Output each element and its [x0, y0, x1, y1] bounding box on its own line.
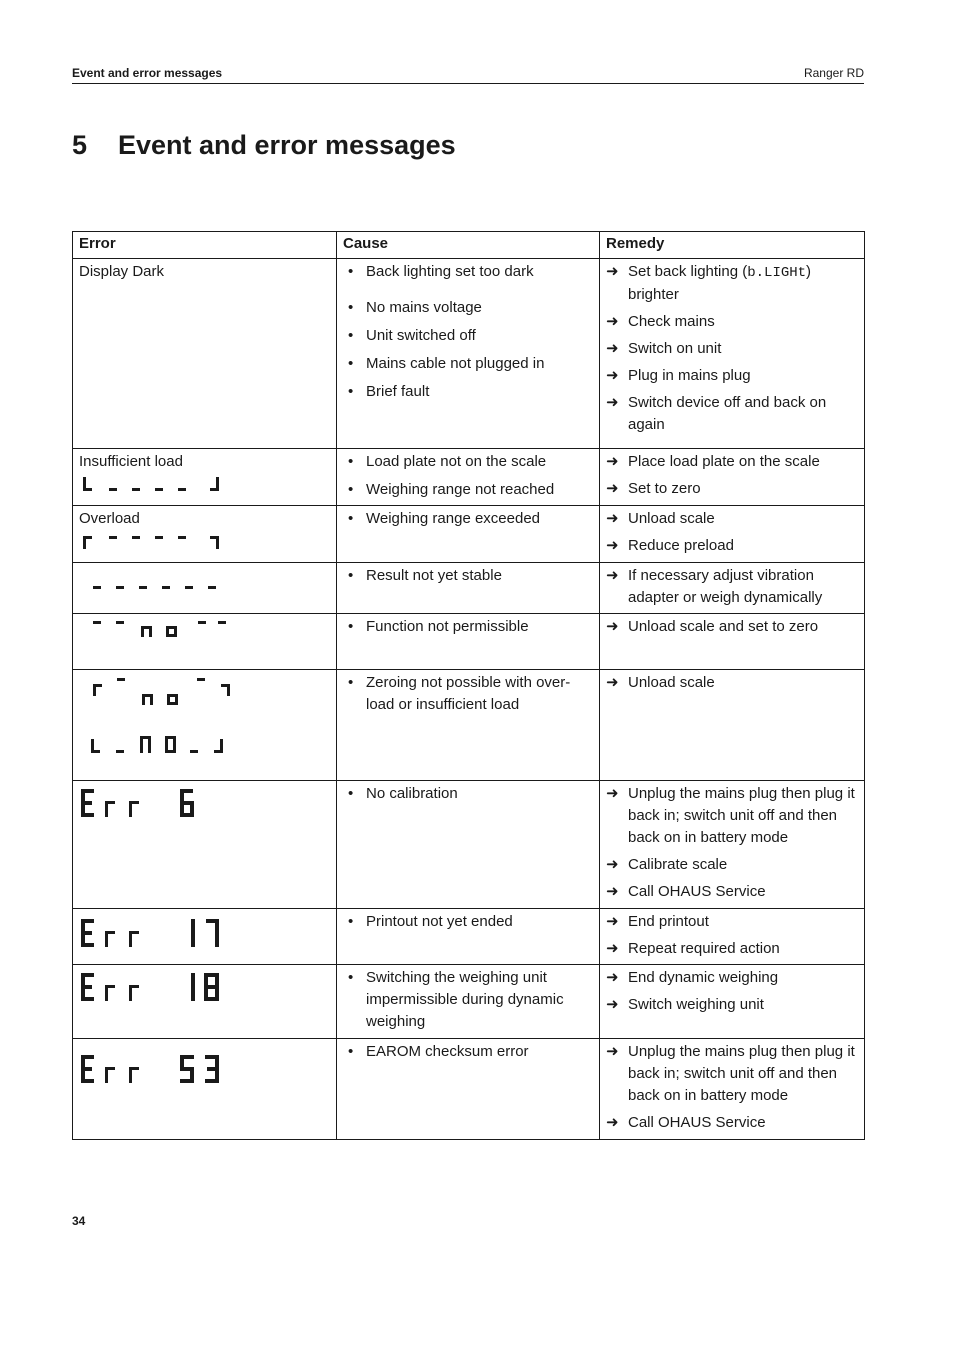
- cause-item: • Switching the weighing unit impermissible during dynamic weighing: [348, 969, 564, 1030]
- cause-item: • Load plate not on the scale: [343, 451, 593, 473]
- error-messages-table: [72, 231, 865, 1140]
- bullet-icon: •: [348, 263, 354, 280]
- cause-cell: [337, 965, 600, 1039]
- error-cell: [73, 965, 337, 1039]
- column-header-error: Error: [73, 232, 337, 259]
- cause-cell: [337, 449, 600, 506]
- right-arrow-icon: ➜: [606, 856, 619, 873]
- remedy-item: ➜ Place load plate on the scale: [606, 451, 858, 473]
- bullet-icon: •: [348, 453, 354, 470]
- remedy-cell: [600, 449, 865, 506]
- right-arrow-icon: ➜: [606, 567, 619, 584]
- table-row: [73, 965, 865, 1039]
- table-row: [73, 563, 865, 614]
- remedy-item: ➜ Repeat required action: [606, 938, 858, 960]
- remedy-cell: [600, 1039, 865, 1140]
- error-cell: [73, 506, 337, 563]
- remedy-item: ➜ Calibrate scale: [606, 854, 858, 876]
- right-arrow-icon: ➜: [606, 340, 619, 357]
- cause-cell: [337, 1039, 600, 1140]
- remedy-cell: [600, 909, 865, 965]
- table-header-row: [73, 232, 865, 259]
- cause-item: • Weighing range exceeded: [343, 508, 593, 530]
- remedy-item: ➜ Switch weighing unit: [606, 994, 858, 1016]
- cause-cell: [337, 614, 600, 670]
- right-arrow-icon: ➜: [606, 537, 619, 554]
- cause-item: • Unit switched off: [343, 325, 593, 347]
- display-err-17: [79, 913, 330, 949]
- bullet-icon: •: [348, 327, 354, 344]
- right-arrow-icon: ➜: [606, 263, 619, 280]
- cause-cell: [337, 259, 600, 449]
- display-err-6: [79, 785, 330, 821]
- right-arrow-icon: ➜: [606, 618, 619, 635]
- cause-item: • No mains voltage: [343, 297, 593, 319]
- remedy-item: ➜ If necessary adjust vibration adapter or weigh dynamically: [606, 567, 823, 606]
- right-arrow-icon: ➜: [606, 674, 619, 691]
- column-header-cause: Cause: [337, 232, 600, 259]
- bullet-icon: •: [348, 299, 354, 316]
- cause-item: • Brief fault: [343, 381, 593, 403]
- bullet-icon: •: [348, 785, 354, 802]
- error-cell: [73, 449, 337, 506]
- error-cell: [73, 1039, 337, 1140]
- right-arrow-icon: ➜: [606, 940, 619, 957]
- right-arrow-icon: ➜: [606, 913, 619, 930]
- table-row: [73, 506, 865, 563]
- error-text: Display Dark: [79, 263, 165, 280]
- bullet-icon: •: [348, 355, 354, 372]
- right-arrow-icon: ➜: [606, 510, 619, 527]
- bullet-icon: •: [348, 510, 354, 527]
- error-text: Overload: [79, 510, 140, 527]
- table-row: [73, 670, 865, 781]
- display-err-53: [79, 1051, 330, 1087]
- running-header-section: Event and error messages: [72, 66, 223, 80]
- right-arrow-icon: ➜: [606, 1114, 619, 1131]
- table-row: [73, 259, 865, 449]
- cause-cell: [337, 781, 600, 909]
- bullet-icon: •: [348, 1043, 354, 1060]
- remedy-item: ➜ Unplug the mains plug then plug it back in; switch unit off and then back on in battery mode: [606, 785, 855, 846]
- error-cell: [73, 259, 337, 449]
- column-header-remedy: Remedy: [600, 232, 865, 259]
- right-arrow-icon: ➜: [606, 313, 619, 330]
- remedy-item: ➜ Unload scale: [606, 672, 858, 694]
- bullet-icon: •: [348, 913, 354, 930]
- right-arrow-icon: ➜: [606, 453, 619, 470]
- bullet-icon: •: [348, 969, 354, 986]
- cause-item: • Zeroing not possible with over-load or insufficient load: [348, 674, 571, 713]
- cause-cell: [337, 909, 600, 965]
- right-arrow-icon: ➜: [606, 1043, 619, 1060]
- error-cell: [73, 563, 337, 614]
- bullet-icon: •: [348, 567, 354, 584]
- remedy-item: ➜ End printout: [606, 911, 858, 933]
- chapter-number: 5: [72, 130, 88, 160]
- chapter-title: Event and error messages: [118, 130, 456, 160]
- remedy-item: ➜ Set to zero: [606, 478, 858, 500]
- right-arrow-icon: ➜: [606, 367, 619, 384]
- remedy-cell: [600, 506, 865, 563]
- bullet-icon: •: [348, 481, 354, 498]
- remedy-item: ➜ Check mains: [606, 311, 858, 333]
- table-row: [73, 449, 865, 506]
- cause-item: • Printout not yet ended: [343, 911, 593, 933]
- cause-cell: [337, 563, 600, 614]
- display-zeroing-not-possible: [79, 674, 330, 764]
- running-header-product: Ranger RD: [803, 66, 864, 80]
- remedy-cell: [600, 965, 865, 1039]
- remedy-item: ➜ End dynamic weighing: [606, 967, 858, 989]
- right-arrow-icon: ➜: [606, 883, 619, 900]
- bullet-icon: •: [348, 674, 354, 691]
- display-err-18: [79, 969, 330, 1005]
- table-row: [73, 1039, 865, 1140]
- cause-item: • Back lighting set too dark: [343, 261, 593, 283]
- table-row: [73, 614, 865, 670]
- remedy-item: ➜ Unload scale and set to zero: [606, 616, 858, 638]
- cause-item: • No calibration: [343, 783, 593, 805]
- remedy-cell: [600, 259, 865, 449]
- page-number: 34: [72, 1214, 86, 1228]
- remedy-item: ➜ Call OHAUS Service: [606, 1112, 858, 1134]
- header-rule: [72, 83, 864, 84]
- cause-item: • Mains cable not plugged in: [343, 353, 593, 375]
- cause-cell: [337, 506, 600, 563]
- right-arrow-icon: ➜: [606, 996, 619, 1013]
- bullet-icon: •: [348, 383, 354, 400]
- cause-cell: [337, 670, 600, 781]
- remedy-cell: [600, 614, 865, 670]
- cause-item: • Result not yet stable: [343, 565, 593, 587]
- page-title: [72, 130, 456, 161]
- right-arrow-icon: ➜: [606, 785, 619, 802]
- cause-item: • EAROM checksum error: [343, 1041, 593, 1063]
- right-arrow-icon: ➜: [606, 480, 619, 497]
- remedy-item: ➜ Unload scale: [606, 508, 858, 530]
- menu-code: b.LIGHt: [747, 265, 807, 281]
- remedy-cell: [600, 563, 865, 614]
- remedy-item: ➜ Switch device off and back on again: [606, 394, 827, 433]
- remedy-item: ➜ Plug in mains plug: [606, 365, 858, 387]
- error-text: Insufficient load: [79, 453, 183, 470]
- remedy-item: ➜ Switch on unit: [606, 338, 858, 360]
- error-cell: [73, 909, 337, 965]
- remedy-cell: [600, 781, 865, 909]
- display-not-permissible: [79, 616, 330, 640]
- display-unstable: [79, 581, 330, 595]
- table-row: [73, 909, 865, 965]
- error-cell: [73, 614, 337, 670]
- remedy-item: ➜ Set back lighting (b.LIGHt) brighter: [606, 263, 812, 303]
- error-cell: [73, 781, 337, 909]
- table-row: [73, 781, 865, 909]
- bullet-icon: •: [348, 618, 354, 635]
- remedy-cell: [600, 670, 865, 781]
- right-arrow-icon: ➜: [606, 394, 619, 411]
- remedy-item: ➜ Call OHAUS Service: [606, 881, 858, 903]
- remedy-item: ➜ Reduce preload: [606, 535, 858, 557]
- error-cell: [73, 670, 337, 781]
- remedy-item: ➜ Unplug the mains plug then plug it back in; switch unit off and then back on in battery mode: [606, 1043, 855, 1104]
- display-overload: [79, 532, 330, 552]
- cause-item: • Function not permissible: [343, 616, 593, 638]
- display-underload: [79, 475, 330, 495]
- cause-item: • Weighing range not reached: [343, 479, 593, 501]
- right-arrow-icon: ➜: [606, 969, 619, 986]
